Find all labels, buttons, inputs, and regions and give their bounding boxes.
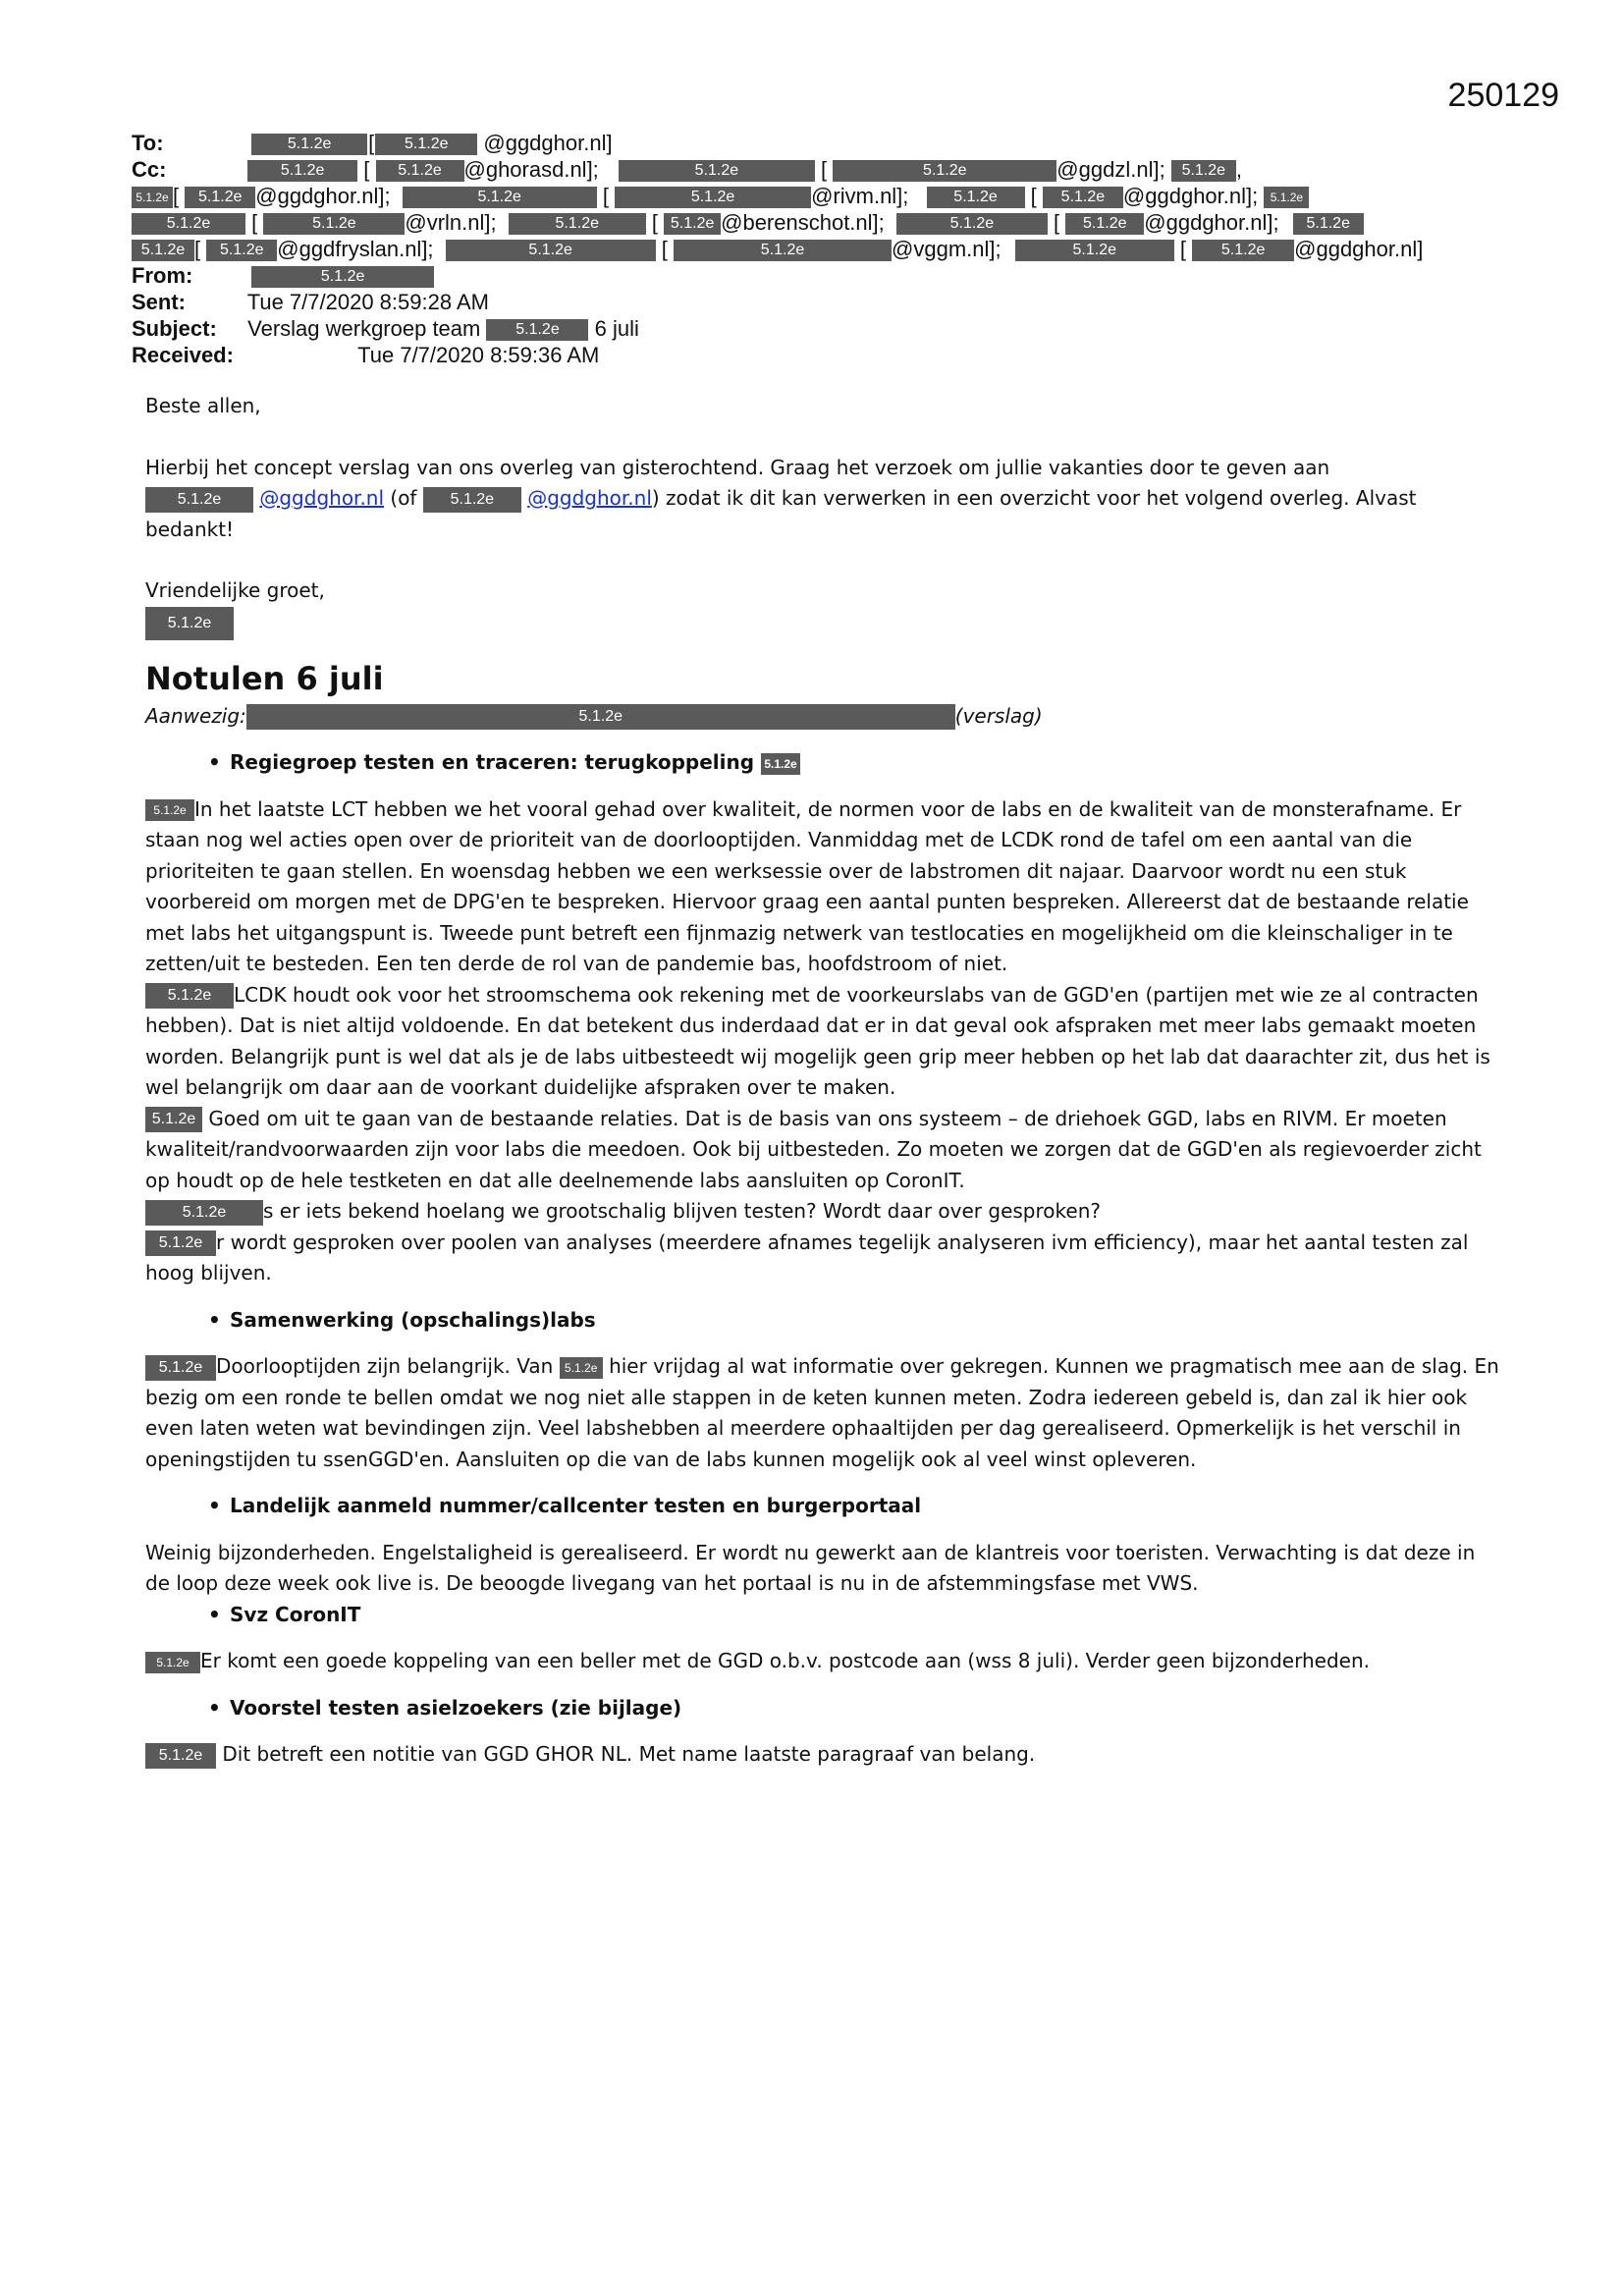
verslag-label: (verslag) — [954, 703, 1043, 728]
paragraph-text: LCDK houdt ook voor het stroomschema ook rekening met de voorkeurslabs van de GGD'en (partijen met wie ze al contracten hebben). Dat is niet altijd voldoende. En dat betekent dus inderdaad dat er in dat geval ook afspraken met meer labs gemaakt moeten worden. Belangrijk punt is wel dat als je de labs uitbesteedt wij mogelijk geen grip meer hebben op het lab dat daarachter zit, dus het is wel belangrijk om daar aan de voorkant duidelijke afspraken over te maken. — [145, 982, 1490, 1099]
redaction: 5.1.2e — [251, 266, 434, 288]
section-title: Voorstel testen asielzoekers (zie bijlage) — [230, 1695, 682, 1720]
redaction: 5.1.2e — [263, 213, 405, 235]
paragraph-text: Doorlooptijden zijn belangrijk. Van — [216, 1354, 554, 1378]
redaction: 5.1.2e — [145, 487, 253, 513]
notulen-title: Notulen 6 juli — [145, 659, 384, 697]
paragraph-text: s er iets bekend hoelang we grootschalig blijven testen? Wordt daar over gesproken? — [263, 1199, 1101, 1223]
redaction: 5.1.2e — [674, 240, 892, 261]
redaction: 5.1.2e — [1293, 213, 1364, 235]
cc-address: @vggm.nl]; — [892, 237, 1001, 261]
section-heading — [230, 1305, 1500, 1337]
intro-of: (of — [390, 486, 417, 510]
to-label: To: — [132, 131, 164, 155]
section-title: Landelijk aanmeld nummer/callcenter testen en burgerportaal — [230, 1494, 922, 1517]
section-title: Svz CoronIT — [230, 1602, 361, 1626]
cc-address: @ggdghor.nl]; — [1122, 184, 1259, 208]
cc-label: Cc: — [132, 157, 167, 182]
closing: Vriendelijke groet, — [145, 578, 325, 602]
paragraph-text: Dit betreft een notitie van GGD GHOR NL. Met name laatste paragraaf van belang. — [222, 1742, 1036, 1766]
received-label: Received: — [132, 343, 234, 367]
paragraph — [145, 1646, 1500, 1677]
received-value: Tue 7/7/2020 8:59:36 AM — [357, 343, 600, 367]
intro-text: Hierbij het concept verslag van ons overleg van gisterochtend. Graag het verzoek om jullie vakanties door te geven aan — [145, 455, 1330, 479]
redaction: 5.1.2e — [145, 1355, 216, 1381]
redaction: 5.1.2e — [423, 487, 521, 513]
redaction: 5.1.2e — [1264, 187, 1309, 208]
redaction: 5.1.2e — [145, 1107, 202, 1132]
redaction: 5.1.2e — [619, 160, 815, 182]
cc-row-2: 5.1.2e [ 5.1.2e @ggdghor.nl]; 5.1.2e [ 5.1.2e @rivm.nl]; 5.1.2e [ 5.1.2e @ggdghor.nl]; 5.1.2e — [132, 183, 1477, 209]
subject-label: Subject: — [132, 316, 217, 341]
from-row — [132, 262, 1477, 289]
paragraph — [145, 1739, 1500, 1771]
redaction: 5.1.2e — [132, 213, 245, 235]
email-header — [132, 130, 1477, 368]
redaction: 5.1.2e — [896, 213, 1048, 235]
section-heading — [230, 747, 1500, 779]
signature-redaction: 5.1.2e — [145, 607, 234, 640]
cc-address: @ggdzl.nl]; — [1056, 157, 1165, 182]
paragraph — [145, 1351, 1500, 1475]
paragraph — [145, 1196, 1500, 1228]
section-title: Regiegroep testen en traceren: terugkoppeling — [230, 750, 755, 774]
redaction: 5.1.2e — [1192, 240, 1294, 261]
sent-label: Sent: — [132, 290, 186, 314]
sent-row — [132, 289, 1477, 315]
subject-row — [132, 315, 1477, 342]
cc-address: @rivm.nl]; — [811, 184, 909, 208]
redaction: 5.1.2e — [145, 1230, 216, 1256]
redaction: 5.1.2e — [486, 319, 588, 341]
redaction: 5.1.2e — [1043, 187, 1123, 208]
paragraph-text: r wordt gesproken over poolen van analyses (meerdere afnames tegelijk analyseren ivm efficiency), maar het aantal testen zal hoog blijven. — [145, 1230, 1469, 1285]
email-body — [145, 391, 1500, 1771]
cc-address: @berenschot.nl]; — [721, 210, 885, 235]
sent-value: Tue 7/7/2020 8:59:28 AM — [246, 290, 489, 314]
redaction: 5.1.2e — [145, 1200, 263, 1226]
cc-row-4: 5.1.2e [ 5.1.2e @ggdfryslan.nl]; 5.1.2e [ 5.1.2e @vggm.nl]; 5.1.2e [ 5.1.2e @ggdghor.nl] — [132, 236, 1477, 262]
redaction: 5.1.2e — [446, 240, 656, 261]
redaction: 5.1.2e — [403, 187, 597, 208]
paragraph-text: hier vrijdag al wat informatie over gekregen. Kunnen we pragmatisch mee aan de slag. En bezig om een ronde te bellen omdat we nog niet alle stappen in de keten kunnen meten. Zodra iedereen gebeld is, dan zal ik hier ook even laten weten wat bevindingen zijn. Veel labshebben al meerdere ophaaltijden per dag gerealiseerd. Opmerkelijk is het verschil in openingstijden tu ssenGGD'en. Aansluiten op die van de labs kunnen mogelijk ook al veel winst opleveren. — [145, 1354, 1499, 1471]
document-number: 250129 — [1447, 77, 1559, 114]
email-link[interactable]: @ggdghor.nl — [259, 486, 385, 510]
redaction: 5.1.2e — [560, 1357, 603, 1379]
cc-address: @ggdghor.nl]; — [1144, 210, 1279, 235]
subject-text-post: 6 juli — [594, 316, 639, 341]
aanwezig-line — [145, 701, 1500, 733]
redaction: 5.1.2e — [145, 1652, 200, 1673]
paragraph — [145, 794, 1500, 980]
cc-address: @vrln.nl]; — [405, 210, 497, 235]
redaction: 5.1.2e — [185, 187, 255, 208]
section-heading — [230, 1693, 1500, 1724]
redaction: 5.1.2e — [1171, 160, 1236, 182]
to-address: @ggdghor.nl] — [483, 131, 613, 155]
aanwezig-label: Aanwezig: — [145, 703, 246, 728]
section-heading — [230, 1491, 1500, 1522]
cc-address: @ggdghor.nl]; — [255, 184, 391, 208]
redaction: 5.1.2e — [206, 240, 277, 261]
greeting: Beste allen, — [145, 394, 261, 417]
from-label: From: — [132, 263, 193, 288]
paragraph: Weinig bijzonderheden. Engelstaligheid is gerealiseerd. Er wordt nu gewerkt aan de klantreis voor toeristen. Verwachting is dat deze in de loop deze week ook live is. De beoogde livegang van het portaal is nu in de afstemmingsfase met VWS. — [145, 1540, 1476, 1595]
email-link[interactable]: @ggdghor.nl — [527, 486, 652, 510]
cc-address: @ghorasd.nl]; — [463, 157, 599, 182]
section-title: Samenwerking (opschalings)labs — [230, 1307, 596, 1332]
section-heading — [230, 1600, 1500, 1631]
received-row — [132, 342, 1477, 368]
redaction: 5.1.2e — [246, 704, 955, 730]
redaction: 5.1.2e — [145, 1743, 216, 1769]
paragraph-text: Goed om uit te gaan van de bestaande relaties. Dat is de basis van ons systeem – de driehoek GGD, labs en RIVM. Er moeten kwaliteit/randvoorwaarden zijn voor labs die meedoen. Ook bij uitbesteden. Zo moeten we zorgen dat de GGD'en als regievoerder zicht op houdt op de hele testketen en dat alle deelnemende labs aansluiten op CoronIT. — [145, 1106, 1482, 1192]
redaction: 5.1.2e — [927, 187, 1025, 208]
paragraph-text: In het laatste LCT hebben we het vooral gehad over kwaliteit, de normen voor de labs en de kwaliteit van de monsterafname. Er staan nog wel acties open over de prioriteit van de doorlooptijden. Vanmiddag met de LCDK rond de tafel om een aantal van die prioriteiten te gaan stellen. En woensdag hebben we een werksessie over de labstromen dit najaar. Daarvoor wordt nu een stuk voorbereid om morgen met de DPG'en te bespreken. Hiervoor graag een aantal punten bespreken. Allereerst dat de bestaande relatie met labs het uitgangspunt is. Tweede punt betreft een fijnmazig netwerk van testlocaties en mogelijkheid om die kleinschaliger in te zetten/uit te besteden. Een ten derde de rol van de pandemie bas, hoofdstroom of niet. — [145, 796, 1469, 975]
redaction: 5.1.2e — [761, 753, 800, 775]
cc-row-1: Cc: 5.1.2e [ 5.1.2e @ghorasd.nl]; 5.1.2e [ 5.1.2e @ggdzl.nl]; 5.1.2e , — [132, 157, 1242, 182]
redaction: 5.1.2e — [1065, 213, 1144, 235]
cc-address: @ggdfryslan.nl]; — [277, 237, 434, 261]
redaction: 5.1.2e — [833, 160, 1056, 182]
intro-paragraph — [145, 453, 1500, 546]
redaction: 5.1.2e — [615, 187, 811, 208]
cc-address: @ggdghor.nl] — [1294, 237, 1424, 261]
redaction: 5.1.2e — [251, 134, 367, 155]
redaction: 5.1.2e — [376, 160, 464, 182]
redaction: 5.1.2e — [509, 213, 646, 235]
redaction: 5.1.2e — [132, 187, 173, 208]
redaction: 5.1.2e — [132, 240, 194, 261]
intro-tail: ) zodat ik dit kan verwerken in een overzicht voor het volgend overleg. Alvast bedankt! — [145, 486, 1417, 541]
subject-text-pre: Verslag werkgroep team — [247, 316, 481, 341]
redaction: 5.1.2e — [247, 160, 357, 182]
paragraph — [145, 980, 1500, 1104]
to-row: To: 5.1.2e [ 5.1.2e @ggdghor.nl] — [132, 131, 613, 155]
redaction: 5.1.2e — [1015, 240, 1174, 261]
redaction: 5.1.2e — [664, 213, 721, 235]
paragraph-text: Er komt een goede koppeling van een beller met de GGD o.b.v. postcode aan (wss 8 juli). Verder geen bijzonderheden. — [200, 1649, 1370, 1672]
cc-row-3: 5.1.2e [ 5.1.2e @vrln.nl]; 5.1.2e [ 5.1.2e @berenschot.nl]; 5.1.2e [ 5.1.2e @ggdghor.nl]; 5.1.2e — [132, 209, 1477, 236]
redaction: 5.1.2e — [145, 983, 234, 1009]
redaction: 5.1.2e — [375, 134, 477, 155]
paragraph — [145, 1104, 1500, 1197]
paragraph — [145, 1228, 1500, 1289]
redaction: 5.1.2e — [145, 799, 194, 821]
